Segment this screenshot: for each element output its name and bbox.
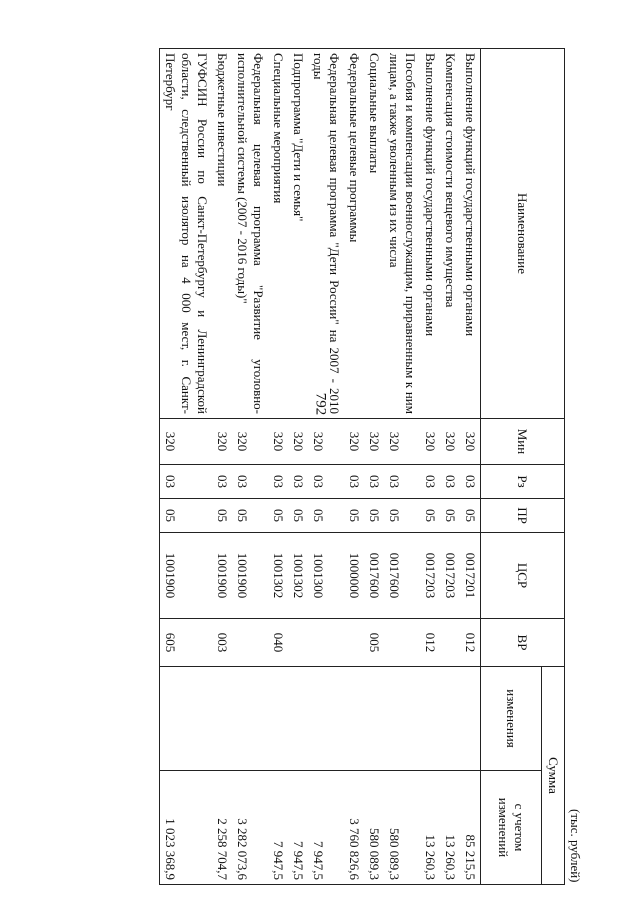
budget-table-sheet <box>73 48 583 884</box>
row-min: 320 <box>212 419 232 465</box>
row-rz: 03 <box>420 465 440 499</box>
header-csr: ЦСР <box>481 533 565 619</box>
row-pr: 05 <box>160 499 213 533</box>
row-min: 320 <box>232 419 268 465</box>
row-csr: 1001300 <box>308 533 344 619</box>
row-total: 3 282 073,6 <box>232 771 268 885</box>
row-rz: 03 <box>308 465 344 499</box>
row-total: 13 260,3 <box>440 771 460 885</box>
table-row <box>308 49 344 885</box>
row-pr: 05 <box>288 499 308 533</box>
table-row <box>288 49 308 885</box>
row-vr: 012 <box>460 619 481 667</box>
row-izmeneniya <box>344 667 364 771</box>
row-vr <box>344 619 364 667</box>
row-vr <box>308 619 344 667</box>
row-name: Федеральная целевая программа "Дети России" на 2007 - 2010 годы <box>308 49 344 419</box>
row-name: Выполнение функций государственными органами <box>460 49 481 419</box>
row-izmeneniya <box>364 667 384 771</box>
row-vr <box>440 619 460 667</box>
row-pr: 05 <box>460 499 481 533</box>
table-row <box>460 49 481 885</box>
row-total: 580 089,3 <box>384 771 420 885</box>
row-vr <box>288 619 308 667</box>
table-row <box>364 49 384 885</box>
header-name: Наименование <box>481 49 565 419</box>
row-name: Федеральная целевая программа "Развитие уголовно-исполнительной системы (2007 - 2016 годы)" <box>232 49 268 419</box>
row-pr: 05 <box>384 499 420 533</box>
row-rz: 03 <box>232 465 268 499</box>
row-pr: 05 <box>420 499 440 533</box>
row-vr: 012 <box>420 619 440 667</box>
row-total: 7 947,5 <box>288 771 308 885</box>
row-min: 320 <box>420 419 440 465</box>
row-rz: 03 <box>268 465 288 499</box>
row-rz: 03 <box>288 465 308 499</box>
units-label: (тыс. рублей) <box>568 809 583 883</box>
row-izmeneniya <box>212 667 232 771</box>
header-pr: ПР <box>481 499 565 533</box>
row-vr: 005 <box>364 619 384 667</box>
row-rz: 03 <box>440 465 460 499</box>
row-csr: 1001302 <box>288 533 308 619</box>
row-total: 7 947,5 <box>308 771 344 885</box>
row-name: Бюджетные инвестиции <box>212 49 232 419</box>
row-rz: 03 <box>160 465 213 499</box>
row-min: 320 <box>288 419 308 465</box>
row-pr: 05 <box>308 499 344 533</box>
row-total: 3 760 826,6 <box>344 771 364 885</box>
budget-table <box>159 48 583 885</box>
row-min: 320 <box>344 419 364 465</box>
row-csr: 1001302 <box>268 533 288 619</box>
row-rz: 03 <box>212 465 232 499</box>
row-vr <box>384 619 420 667</box>
row-csr: 0017600 <box>364 533 384 619</box>
row-izmeneniya <box>232 667 268 771</box>
row-csr: 1000000 <box>344 533 364 619</box>
row-min: 320 <box>364 419 384 465</box>
row-name: Пособия и компенсации военнослужащим, приравненным к ним лицам, а также уволенным из их числа <box>384 49 420 419</box>
row-pr: 05 <box>212 499 232 533</box>
row-csr: 0017201 <box>460 533 481 619</box>
row-pr: 05 <box>344 499 364 533</box>
row-min: 320 <box>384 419 420 465</box>
row-min: 320 <box>460 419 481 465</box>
row-pr: 05 <box>440 499 460 533</box>
header-rz: Рз <box>481 465 565 499</box>
row-total: 13 260,3 <box>420 771 440 885</box>
row-vr: 605 <box>160 619 213 667</box>
row-name: Подпрограмма "Дети и семья" <box>288 49 308 419</box>
row-csr: 0017203 <box>420 533 440 619</box>
row-total: 580 089,3 <box>364 771 384 885</box>
row-csr: 0017600 <box>384 533 420 619</box>
row-total: 2 258 704,7 <box>212 771 232 885</box>
row-rz: 03 <box>460 465 481 499</box>
header-summa: Сумма <box>542 667 565 885</box>
row-izmeneniya <box>308 667 344 771</box>
row-name: Выполнение функций государственными органами <box>420 49 440 419</box>
row-izmeneniya <box>160 667 213 771</box>
row-izmeneniya <box>460 667 481 771</box>
table-row <box>212 49 232 885</box>
header-min: Мин <box>481 419 565 465</box>
units-row <box>565 49 584 885</box>
table-row <box>440 49 460 885</box>
row-rz: 03 <box>384 465 420 499</box>
row-name: Компенсация стоимости вещевого имущества <box>440 49 460 419</box>
row-name: Социальные выплаты <box>364 49 384 419</box>
row-izmeneniya <box>420 667 440 771</box>
row-min: 320 <box>308 419 344 465</box>
row-izmeneniya <box>440 667 460 771</box>
table-row <box>420 49 440 885</box>
row-name: Специальные мероприятия <box>268 49 288 419</box>
row-name: Федеральные целевые программы <box>344 49 364 419</box>
header-row-1 <box>542 49 565 885</box>
row-pr: 05 <box>232 499 268 533</box>
table-row <box>344 49 364 885</box>
row-izmeneniya <box>288 667 308 771</box>
row-total: 85 215,5 <box>460 771 481 885</box>
row-csr: 0017203 <box>440 533 460 619</box>
row-izmeneniya <box>384 667 420 771</box>
row-rz: 03 <box>364 465 384 499</box>
row-vr: 003 <box>212 619 232 667</box>
table-row <box>232 49 268 885</box>
row-csr: 1001900 <box>232 533 268 619</box>
row-izmeneniya <box>268 667 288 771</box>
table-row <box>268 49 288 885</box>
row-total: 1 023 368,9 <box>160 771 213 885</box>
table-body <box>160 49 481 885</box>
row-vr: 040 <box>268 619 288 667</box>
page-number: 792 <box>312 392 329 416</box>
row-total: 7 947,5 <box>268 771 288 885</box>
row-vr <box>232 619 268 667</box>
row-pr: 05 <box>364 499 384 533</box>
table-row <box>160 49 213 885</box>
header-s-uchetom: с учетом изменений <box>481 771 542 885</box>
row-min: 320 <box>268 419 288 465</box>
row-rz: 03 <box>344 465 364 499</box>
row-pr: 05 <box>268 499 288 533</box>
row-min: 320 <box>160 419 213 465</box>
row-csr: 1001900 <box>212 533 232 619</box>
row-min: 320 <box>440 419 460 465</box>
row-name: ГУФСИН России по Санкт-Петербургу и Ленинградской области, следственный изолятор на 4 000 мест, г. Санкт-Петербург <box>160 49 213 419</box>
header-izmeneniya: изменения <box>481 667 542 771</box>
table-row <box>384 49 420 885</box>
header-vr: ВР <box>481 619 565 667</box>
row-csr: 1001900 <box>160 533 213 619</box>
